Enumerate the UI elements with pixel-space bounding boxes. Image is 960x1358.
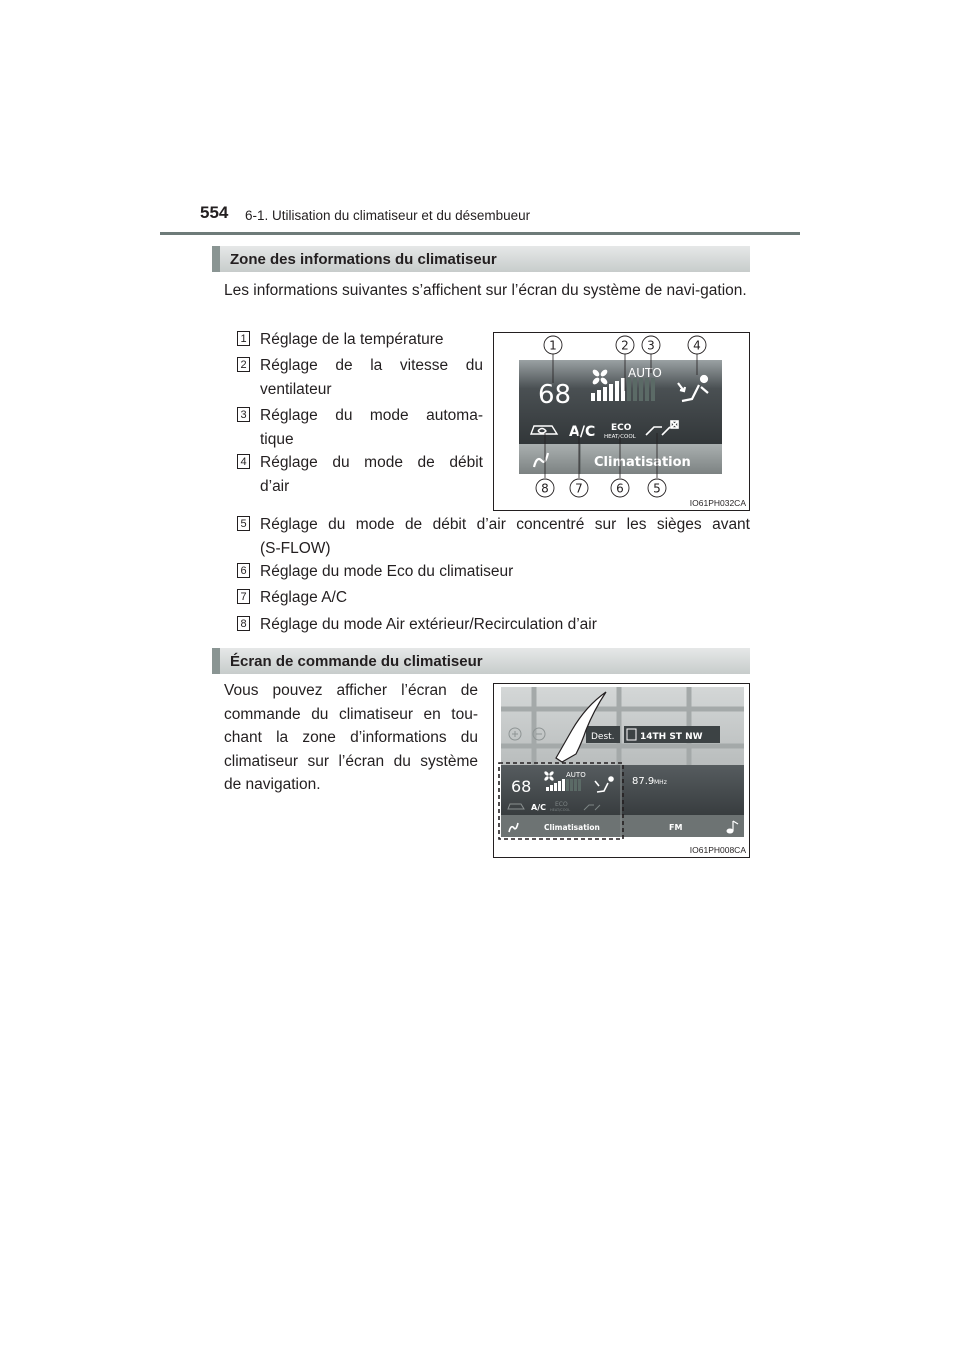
svg-text:1: 1 — [549, 338, 557, 353]
callout-1 — [544, 336, 562, 354]
heat-cool-label: HEAT/COOL — [604, 434, 636, 440]
radio-frequency: 87.9 — [632, 776, 655, 787]
item-text: Réglage du mode automa- — [260, 407, 483, 424]
paragraph-line: climatiseur sur l’écran du système — [224, 752, 478, 770]
svg-text:5: 5 — [653, 481, 661, 496]
item-text: tique — [260, 430, 294, 448]
item-number: 8 — [237, 616, 250, 631]
climatisation-label: Climatisation — [594, 455, 691, 470]
dest-label: Dest. — [591, 732, 615, 742]
callout-8 — [536, 479, 554, 497]
eco-label: ECO — [611, 423, 632, 433]
temperature-value: 68 — [538, 380, 572, 410]
item-text: Réglage du mode de débit — [260, 454, 483, 471]
figure-code: IO61PH032CA — [689, 498, 746, 508]
svg-text:4: 4 — [693, 338, 701, 353]
item-text: Réglage du mode Air extérieur/Recirculation d’air — [260, 616, 597, 633]
item-text: Réglage du mode Eco du climatiseur — [260, 563, 514, 580]
callout-5 — [648, 479, 666, 497]
svg-text:2: 2 — [621, 338, 629, 353]
section-title-bar-control — [212, 648, 750, 674]
paragraph-line: de navigation. — [224, 776, 321, 793]
callout-2 — [616, 336, 634, 354]
page-number: 554 — [200, 203, 229, 222]
street-name: 14TH ST NW — [640, 732, 703, 742]
heat-cool-label: HEAT/COOL — [550, 808, 571, 812]
control-paragraph — [224, 679, 478, 797]
section-title-bar-info — [212, 246, 750, 272]
climatisation-label: Climatisation — [544, 823, 600, 832]
item-number: 4 — [237, 454, 250, 469]
callout-4 — [688, 336, 706, 354]
band-label: FM — [669, 823, 683, 832]
item-text: Réglage de la vitesse du — [260, 357, 483, 374]
section-title-control: Écran de commande du climatiseur — [230, 653, 483, 670]
item-text: (S-FLOW) — [260, 539, 331, 557]
callout-6 — [611, 479, 629, 497]
radio-unit: MHz — [654, 779, 667, 786]
item-text: Réglage A/C — [260, 589, 348, 606]
item-number: 7 — [237, 589, 250, 604]
header-rule — [160, 232, 800, 235]
svg-text:3: 3 — [647, 338, 655, 353]
climate-info-illustration — [494, 333, 749, 510]
intro-paragraph: Les informations suivantes s’affichent sur l’écran du système de navi-gation. — [224, 282, 747, 299]
ac-label: A/C — [569, 424, 596, 440]
item-text: ventilateur — [260, 380, 332, 398]
figure-navigation-screen — [493, 683, 750, 858]
item-number: 1 — [237, 331, 250, 346]
paragraph-line: commande du climatiseur en tou- — [224, 705, 478, 723]
auto-indicator: AUTO — [566, 771, 586, 779]
svg-text:7: 7 — [575, 481, 583, 496]
svg-text:6: 6 — [616, 481, 624, 496]
figure-code: IO61PH008CA — [689, 845, 746, 855]
paragraph-line: chant la zone d’informations du — [224, 729, 478, 746]
item-number: 5 — [237, 516, 250, 531]
callout-7 — [570, 479, 588, 497]
callout-3 — [642, 336, 660, 354]
navigation-screen-illustration — [494, 684, 749, 857]
chapter-title: 6-1. Utilisation du climatiseur et du désembueur — [245, 208, 531, 223]
svg-text:8: 8 — [541, 481, 549, 496]
eco-label: ECO — [555, 801, 568, 808]
item-number: 2 — [237, 357, 250, 372]
item-number: 6 — [237, 563, 250, 578]
ac-label: A/C — [531, 803, 546, 812]
figure-climate-info-zone — [493, 332, 750, 511]
auto-indicator: AUTO — [628, 366, 662, 380]
item-number: 3 — [237, 407, 250, 422]
section-title-info: Zone des informations du climatiseur — [230, 251, 497, 268]
item-text: Réglage du mode de débit d’air concentré sur les sièges avant — [260, 516, 750, 533]
temperature-value: 68 — [511, 777, 532, 796]
item-text: d’air — [260, 477, 290, 495]
item-text: Réglage de la température — [260, 331, 444, 348]
paragraph-line: Vous pouvez afficher l’écran de — [224, 682, 478, 699]
